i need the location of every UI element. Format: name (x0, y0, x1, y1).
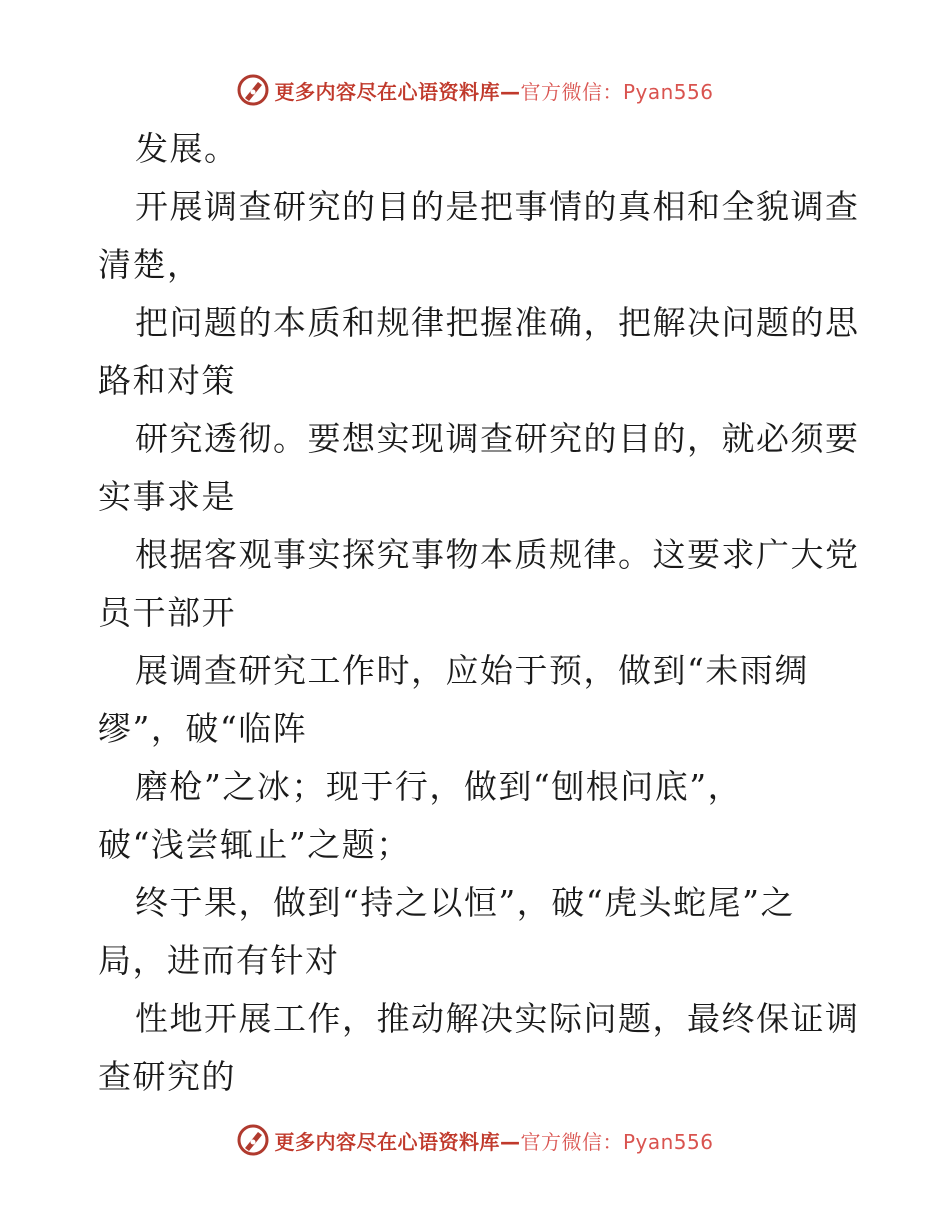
text-line: 局，进而有针对 (98, 941, 340, 980)
text-line: 缪”，破“临阵 (98, 709, 308, 748)
footer-banner-title: 更多内容尽在心语资料库— (274, 1129, 521, 1154)
text-line: 员干部开 (98, 593, 236, 632)
text-line: 磨枪”之冰；现于行，做到“刨根问底”， (135, 767, 743, 806)
header-banner-text (274, 76, 713, 105)
document-body (98, 120, 858, 1106)
text-line: 根据客观事实探究事物本质规律。这要求广大党 (135, 535, 860, 574)
pen-logo-icon (236, 1123, 270, 1157)
header-banner (0, 70, 950, 110)
text-line: 发展。 (135, 129, 239, 168)
header-banner-title: 更多内容尽在心语资料库— (274, 79, 521, 104)
text-line: 终于果，做到“持之以恒”，破“虎头蛇尾”之 (135, 883, 795, 922)
text-line: 破“浅尝辄止”之题； (98, 825, 411, 864)
header-banner-wechat: 官方微信：Pyan556 (520, 79, 714, 104)
text-line: 清楚， (98, 245, 202, 284)
text-line: 把问题的本质和规律把握准确，把解决问题的思 (135, 303, 860, 342)
text-line: 研究透彻。要想实现调查研究的目的，就必须要 (135, 419, 860, 458)
text-line: 实事求是 (98, 477, 236, 516)
pen-logo-icon (236, 73, 270, 107)
text-line: 性地开展工作，推动解决实际问题，最终保证调 (135, 999, 860, 1038)
footer-banner-wechat: 官方微信：Pyan556 (520, 1129, 714, 1154)
text-line: 路和对策 (98, 361, 236, 400)
text-line: 开展调查研究的目的是把事情的真相和全貌调查 (135, 187, 860, 226)
footer-banner (0, 1120, 950, 1160)
footer-banner-text (274, 1126, 713, 1155)
text-line: 查研究的 (98, 1057, 236, 1096)
text-line: 展调查研究工作时，应始于预，做到“未雨绸 (135, 651, 809, 690)
